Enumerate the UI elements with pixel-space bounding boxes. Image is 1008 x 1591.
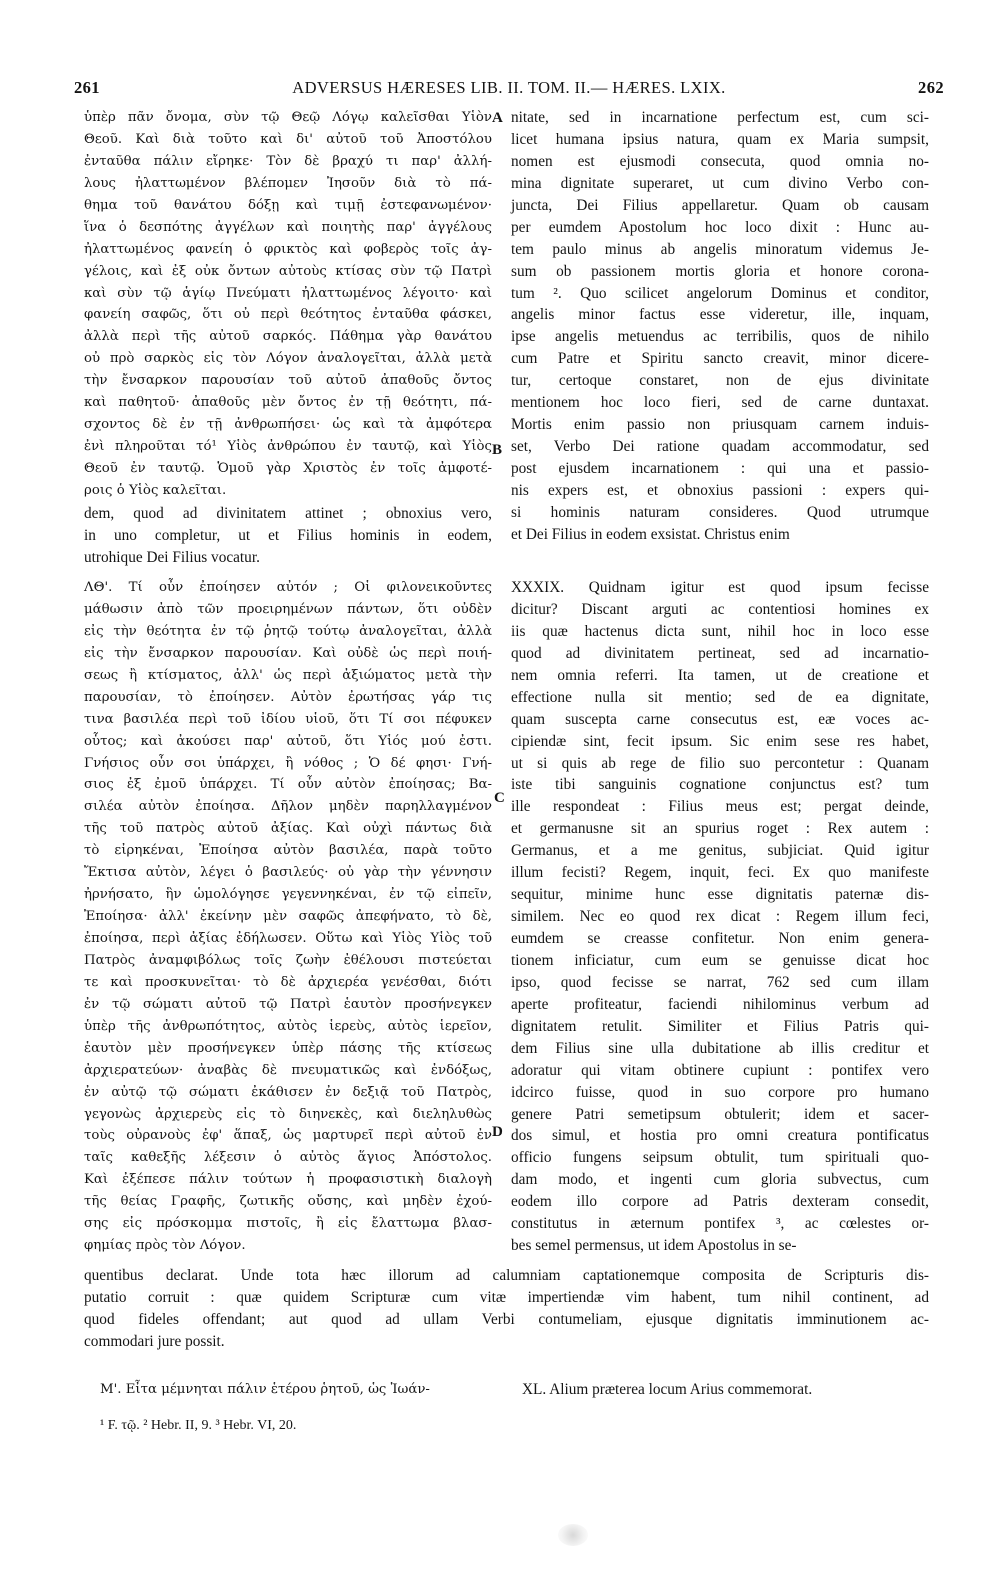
latin-text-line: constitutus in æternum pontifex ³, ac cœlestes or- bbox=[511, 1215, 929, 1233]
latin-text-line: quod fideles offendant; aut quod ad ullam Verbi contumeliam, ejusque dignitatis imminutionem ac- bbox=[84, 1310, 929, 1328]
latin-text-line: aperte profiteatur, faciendi nihilominus verbum ad bbox=[511, 995, 929, 1013]
latin-text-line: post ejusdem incarnationem : qui una et passio- bbox=[511, 460, 929, 477]
latin-text-line: iste tibi sanguinis cognatione conjunctus est? tum bbox=[511, 776, 929, 794]
greek-text-line: μάθωσιν ἀπὸ τῶν προειρημένων πάντων, ὅτι οὐδὲν bbox=[84, 601, 492, 617]
latin-text-line: Mortis enim passio non priusquam carnem induis- bbox=[511, 416, 929, 434]
greek-text-line: ἐν τῷ σώματι αὐτοῦ τῷ Πατρὶ ἑαυτὸν προσήνεγκεν bbox=[84, 996, 492, 1012]
greek-text-line: τοὺς οὐρανοὺς ἐφ' ἅπαξ, ὡς μαρτυρεῖ περὶ αὐτοῦ ἐν bbox=[84, 1128, 492, 1144]
greek-text-line: ὑπὲρ πᾶν ὄνομα, σὺν τῷ Θεῷ Λόγῳ καλεῖσθαι Υἱὸν bbox=[84, 110, 492, 125]
latin-text-line: et Dei Filius in eodem exsistat. Christus enim bbox=[511, 525, 790, 543]
latin-text-line: cum Patre et Spiritu sancto creavit, minor dicere- bbox=[511, 350, 929, 368]
latin-text-line: effectione nulla sit mentio; sed de ea dignitate, bbox=[511, 688, 929, 706]
latin-text-line: dam modo, et ingenti cum gloria subvectus, cum bbox=[511, 1171, 929, 1189]
latin-text-line: ipso, quod fecisse se narrat, 762 sed cum illam bbox=[511, 973, 929, 991]
latin-text-line: commodari jure possit. bbox=[84, 1332, 225, 1350]
greek-text-line: οὐ πρὸ σαρκὸς εἰς τὸν Λόγον ἀναλογεῖται, ἀλλὰ μετὰ bbox=[84, 351, 492, 367]
latin-text-line: mentionem hoc loco fieri, sed de carne duntaxat. bbox=[511, 394, 929, 412]
greek-text-line: εἰς τὴν θεότητα ἐν τῷ ῥητῷ τούτῳ ἀναλογεῖται, ἀλλὰ bbox=[84, 623, 492, 639]
greek-text-line: σεως ἢ κτίσματος, ἀλλ' ὡς περὶ ἀξιώματος μετὰ τὴν bbox=[84, 667, 492, 683]
page-number-left: 261 bbox=[74, 78, 100, 97]
greek-text-line: τὴν ἔνσαρκον παρουσίαν τοῦ αὐτοῦ ἀπαθοῦς ὄντος bbox=[84, 373, 492, 389]
greek-text-line: τῆς θείας Γραφῆς, ζωτικῆς οὔσης, καὶ μηδὲν ἐχού- bbox=[84, 1194, 492, 1210]
greek-text-line: τινα βασιλέα περὶ τοῦ ἰδίου υἱοῦ, ὅτι Τί σοι πέφυκεν bbox=[84, 711, 492, 727]
latin-text-line: adoratur qui vitam obtinere cupiunt : pontifex vero bbox=[511, 1061, 929, 1079]
latin-text-line: utrohique Dei Filius vocatur. bbox=[84, 548, 260, 566]
greek-text-line: καὶ παθητοῦ· ἀπαθοῦς μὲν ὄντος ἐν τῇ θεότητι, πά- bbox=[84, 395, 492, 411]
greek-text-line: σχοντος δὲ ἐν τῇ ἀνθρωπήσει· ὡς καὶ τὰ ἀμφότερα bbox=[84, 417, 492, 433]
latin-text-line: idcirco fuisse, quod in suo corpore pro humano bbox=[511, 1083, 929, 1101]
latin-text-line: iis quæ hactenus dicta sunt, nihil hoc in loco esse bbox=[511, 622, 929, 640]
latin-text-line: dicitur? Discant arguti ac contentiosi homines ex bbox=[511, 600, 929, 618]
greek-text-line: εἰς τὴν ἔνσαρκον παρουσίαν. Καὶ οὐδὲ ὡς περὶ ποιή- bbox=[84, 645, 492, 661]
greek-text-line: ἀρχιερατεύων· ἀναβὰς δὲ πνευματικῶς καὶ ἐνδόξως, bbox=[84, 1062, 492, 1078]
latin-text-line: sum ob passionem mortis gloria et honore corona- bbox=[511, 262, 929, 280]
footnotes: ¹ F. τῷ. ² Hebr. II, 9. ³ Hebr. VI, 20. bbox=[100, 1418, 297, 1433]
latin-column-lower bbox=[511, 577, 929, 1257]
greek-text-line: φανείη σαφῶς, ὅτι οὐ περὶ θεότητος ἐνταῦθα φάσκει, bbox=[84, 307, 492, 323]
greek-text-line: σης εἰς πρόσκομμα πιστοῖς, ἢ εἰς ἔλαττωμα βλασ- bbox=[84, 1216, 492, 1232]
latin-text-line: angelis minor factus esse videretur, ille, inquam, bbox=[511, 306, 929, 324]
latin-text-line: nem omnia referri. Ita tamen, ut de creatione et bbox=[511, 666, 929, 684]
greek-text-line: ροις ὁ Υἱὸς καλεῖται. bbox=[84, 482, 227, 498]
latin-text-line: Germanus, et a me genitus, subjiciat. Quid igitur bbox=[511, 842, 929, 860]
latin-text-line: bes semel permensus, ut idem Apostolus in se- bbox=[511, 1237, 797, 1255]
latin-text-line: nis expers est, et obnoxius passioni : expers qui- bbox=[511, 481, 929, 499]
greek-text-line: ἵνα ὁ δεσπότης ἀγγέλων καὶ ποιητὴς παρ' ἀγγέλους bbox=[84, 219, 492, 235]
latin-text-line: similem. Nec eo quod rex dicat : Regem illum feci, bbox=[511, 908, 929, 926]
greek-text-line: ἐποίησα, περὶ ἀξίας ἐδήλωσεν. Οὕτω καὶ Υἱὸς Υἱὸς τοῦ bbox=[84, 931, 492, 946]
section-marker-d: D bbox=[492, 1124, 503, 1140]
greek-text-line: θημα τοῦ θανάτου δόξῃ καὶ τιμῇ ἐστεφανωμένον· bbox=[84, 197, 492, 213]
latin-text-line: eodem illo corpore ad Patris dexteram consedit, bbox=[511, 1193, 929, 1211]
latin-text-line: dem Filius sine ulla dubitatione ab illis creditur et bbox=[511, 1039, 929, 1057]
greek-text-line: Ἐποίησα· ἀλλ' ἐκείνην μὲν σαφῶς ἀπεφήνατο, τὸ δὲ, bbox=[84, 909, 492, 925]
latin-text-line: per eumdem Apostolum hoc loco dixit : Hunc au- bbox=[511, 218, 929, 236]
latin-text-line: nomen est ejusmodi consecuta, quod omnia no- bbox=[511, 152, 929, 170]
latin-text-line: licet humana ipsius natura, quam ex Maria sumpsit, bbox=[511, 130, 929, 148]
greek-text-line: τε καὶ προσκυνεῖται· τὸ δὲ ἀρχιερέα γενέσθαι, διότι bbox=[84, 974, 492, 990]
greek-text-line: Θεοῦ. Καὶ διὰ τοῦτο καὶ δι' αὐτοῦ τοῦ Ἀποστόλου bbox=[84, 131, 492, 147]
greek-column-upper bbox=[84, 107, 492, 502]
page-number-right: 262 bbox=[918, 78, 944, 97]
greek-text-line: Ἔκτισα αὐτὸν, λέγει ὁ βασιλεύς· οὐ γὰρ τὴν γέννησιν bbox=[84, 865, 492, 881]
section-marker-a: A bbox=[492, 110, 503, 126]
greek-text-line: σιος ἐξ ἐμοῦ ὑπάρχει. Τί οὖν αὐτὸν ἐποίησας; Βα- bbox=[84, 777, 492, 793]
greek-section-40-start: Μ'. Εἶτα μέμνηται πάλιν ἑτέρου ῥητοῦ, ὡς Ἰωάν- bbox=[100, 1382, 430, 1397]
latin-text-line: quod ad divinitatem pertineat, sed ad incarnatio- bbox=[511, 644, 929, 662]
latin-text-line: tem paulo minus ab angelis minoratum videmus Je- bbox=[511, 240, 929, 258]
greek-text-line: Θεοῦ ἐν ταυτῷ. Ὁμοῦ γὰρ Χριστὸς ἐν τοῖς ἀμφοτέ- bbox=[84, 461, 492, 476]
greek-text-line: οὗτος; καὶ ἀκούσει παρ' αὐτοῦ, ὅτι Υἱός μού ἐστι. bbox=[84, 733, 492, 749]
latin-text-line: juncta, Dei Filius appellaretur. Quam ob causam bbox=[511, 196, 929, 214]
greek-text-line: ταῖς καθεξῆς λέξεσιν ὁ αὐτὸς ἅγιος Ἀπόστολος. bbox=[84, 1150, 492, 1166]
greek-text-line: ΛΘ'. Τί οὖν ἐποίησεν αὐτόν ; Οἱ φιλονεικοῦντες bbox=[84, 580, 492, 595]
latin-text-line: set, Verbo Dei ratione quadam accommodatur, sed bbox=[511, 438, 929, 456]
greek-text-line: ἠλαττωμένος φανείη ὁ φρικτὸς καὶ φοβερὸς τοῖς ἀγ- bbox=[84, 241, 492, 257]
greek-text-line: τὸ εἰρηκέναι, Ἐποίησα αὐτὸν βασιλέα, παρὰ τοῦτο bbox=[84, 843, 492, 859]
greek-text-line: ἑαυτὸν μὲν προσήνεγκεν ὑπὲρ πάσης τῆς κτίσεως bbox=[84, 1040, 492, 1056]
latin-text-line: mina dignitate superaret, ut cum divino Verbo con- bbox=[511, 174, 929, 192]
greek-text-line: ἠρνήσατο, ἣν ὡμολόγησε γεγεννηκέναι, ἐν τῷ εἰπεῖν, bbox=[84, 887, 492, 903]
latin-text-line: ut si quis ab rege de filio suo percontetur : Quanam bbox=[511, 754, 929, 772]
latin-text-line: dignitatem retulit. Similiter et Filius Patris qui- bbox=[511, 1017, 929, 1035]
latin-text-line: cipiendæ sint, fecit ipsum. Sic enim sese res habet, bbox=[511, 732, 929, 750]
greek-text-line: Καὶ ἐξέπεσε πάλιν τούτων ἡ προφασιστικὴ διαλογὴ bbox=[84, 1172, 492, 1188]
section-marker-c: C bbox=[494, 790, 505, 806]
section-marker-b: B bbox=[492, 442, 503, 458]
latin-text-line: dem, quod ad divinitatem attinet ; obnoxius vero, bbox=[84, 505, 492, 522]
latin-text-line: sequitur, minime hunc esse dignitatis paternæ dis- bbox=[511, 886, 929, 904]
latin-text-line: ipse angelis metuendus ac terribilis, quos de nihilo bbox=[511, 328, 929, 346]
greek-text-line: τῆς τοῦ πατρὸς αὐτοῦ ἀξίας. Καὶ οὐχὶ πάντως διὰ bbox=[84, 821, 492, 837]
latin-text-line: quam suscepta carne consecutus est, eæ voces ac- bbox=[511, 710, 929, 728]
latin-text-line: nitate, sed in incarnatione perfectum est, cum sci- bbox=[511, 109, 929, 126]
latin-text-line: in uno completur, ut et Filius hominis in eodem, bbox=[84, 526, 492, 544]
latin-text-line: officio fungens seipsum obtulit, tum spirituali quo- bbox=[511, 1149, 929, 1167]
latin-text-line: putatio corruit : quæ quidem Scripturæ cum vitæ impertiendæ vim habent, tum nihil continent, ad bbox=[84, 1288, 929, 1306]
latin-text-line: si hominis naturam consideres. Quod utrumque bbox=[511, 503, 929, 521]
greek-text-line: λους ἠλαττωμένον βλέπομεν Ἰησοῦν διὰ τὸ πά- bbox=[84, 175, 492, 191]
latin-text-line: eumdem se creasse confitetur. Non enim genera- bbox=[511, 930, 929, 947]
latin-text-line: dos simul, et hostia pro omni creatura pontificatus bbox=[511, 1127, 929, 1145]
latin-text-line: illum fecisti? Regem, inquit, feci. Ex quo manifeste bbox=[511, 864, 929, 882]
greek-text-line: φημίας πρὸς τὸν Λόγον. bbox=[84, 1238, 246, 1254]
latin-column-upper bbox=[511, 107, 929, 546]
running-title: ADVERSUS HÆRESES LIB. II. TOM. II.— HÆRES. LXIX. bbox=[292, 78, 726, 97]
greek-text-line: σιλέα αὐτὸν ἐποίησα. Δῆλον μηδὲν παρηλλαγμένον bbox=[84, 799, 492, 815]
latin-continuation-bottom bbox=[84, 1265, 929, 1353]
greek-text-line: Γνήσιος οὖν σοι ὑπάρχει, ἢ νόθος ; Ὁ δέ φησι· Γνή- bbox=[84, 755, 492, 771]
latin-section-40-start: XL. Alium præterea locum Arius commemorat. bbox=[522, 1381, 813, 1398]
greek-text-line: ἀλλὰ περὶ τῆς αὐτοῦ σαρκός. Πάθημα γὰρ θανάτου bbox=[84, 329, 492, 345]
greek-text-line: γεγονὼς ἀρχιερεὺς εἰς τὸ διηνεκὲς, καὶ διεληλυθὼς bbox=[84, 1106, 492, 1122]
latin-text-line: tum ². Quo scilicet angelorum Dominus et conditor, bbox=[511, 284, 929, 302]
greek-text-line: Πατρὸς ἀναμφιβόλως τοῖς ζωὴν ἐθέλουσι πιστεύεται bbox=[84, 952, 492, 968]
latin-text-line: tionem inficiatur, cum eum se genuisse dicat hoc bbox=[511, 951, 929, 969]
greek-text-line: ἐνταῦθα πάλιν εἴρηκε· Τὸν δὲ βραχύ τι παρ' ἀλλή- bbox=[84, 153, 492, 169]
latin-text-line: ille respondeat : Filius meus est; pergat deinde, bbox=[511, 798, 929, 816]
latin-continuation-top bbox=[84, 503, 492, 569]
greek-text-line: παρουσίαν, τὸ ἐποίησεν. Αὐτὸν ἐρωτήσας γάρ τις bbox=[84, 689, 492, 705]
greek-text-line: ἐν αὐτῷ τῷ σώματι ἐκάθισεν ἐν δεξιᾷ τοῦ Πατρὸς, bbox=[84, 1084, 492, 1100]
latin-text-line: genere Patri semetipsum obtulerit; idem et sacer- bbox=[511, 1105, 929, 1123]
greek-text-line: καὶ σὺν τῷ ἁγίῳ Πνεύματι ἠλαττωμένος λέγοιτο· καὶ bbox=[84, 285, 492, 301]
greek-text-line: ὑπὲρ τῆς ἀνθρωπότητος, αὐτὸς ἱερεὺς, αὐτὸς ἱερεῖον, bbox=[84, 1018, 492, 1034]
latin-text-line: et germanusne sit an spurius roget : Rex autem : bbox=[511, 820, 929, 838]
latin-text-line: tur, certoque constaret, non de ejus divinitate bbox=[511, 372, 929, 390]
running-header bbox=[74, 78, 944, 100]
latin-text-line: XXXIX. Quidnam igitur est quod ipsum fecisse bbox=[511, 579, 929, 596]
greek-text-line: γέλοις, καὶ ἐξ οὐκ ὄντων αὐτοὺς κτίσας σὺν τῷ Πατρὶ bbox=[84, 263, 492, 279]
greek-column-lower bbox=[84, 577, 492, 1257]
latin-text-line: quentibus declarat. Unde tota hæc illorum ad calumniam captationemque composita de Scripturis dis- bbox=[84, 1267, 929, 1284]
greek-text-line: ἐνὶ πληροῦται τό¹ Υἱὸς ἀνθρώπου ἐν ταυτῷ, καὶ Υἱὸς bbox=[84, 439, 492, 455]
ink-smudge bbox=[558, 1524, 588, 1546]
